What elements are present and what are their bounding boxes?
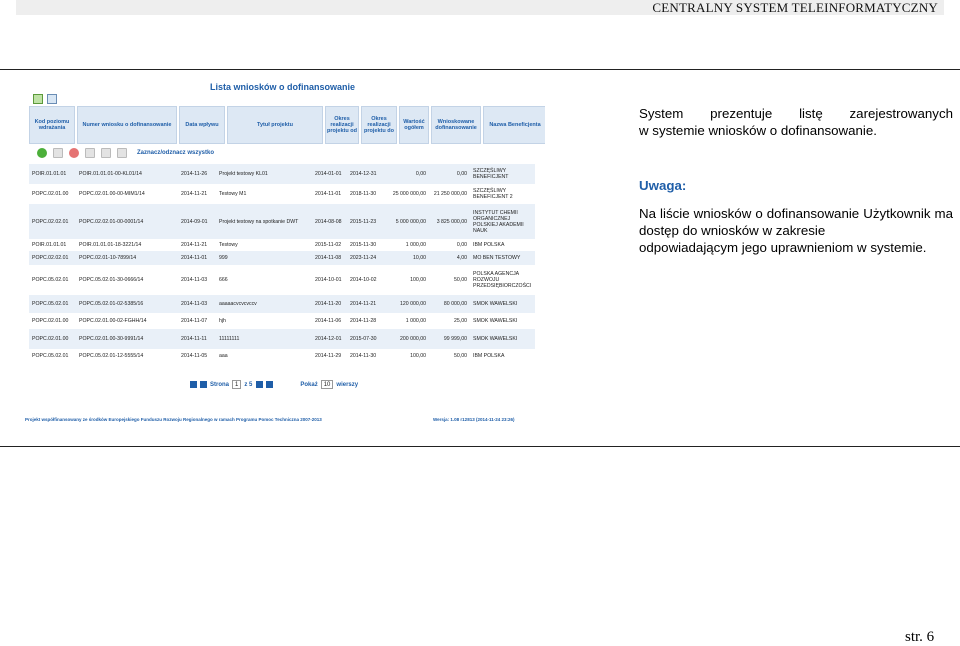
table-row[interactable] [29, 313, 535, 329]
table-cell: SZCZĘŚLIWY BENEFICJENT 2 [473, 188, 513, 200]
table-cell: 2014-11-06 [315, 318, 342, 324]
page-select[interactable]: 1 [232, 380, 241, 389]
table-cell: 2014-11-28 [350, 318, 377, 324]
export-icon[interactable] [117, 148, 127, 158]
table-cell: Testowy M1 [219, 191, 247, 197]
column-header[interactable]: Okres realizacji projektu do [361, 106, 397, 144]
table-cell: 2014-12-31 [350, 171, 377, 177]
table-row[interactable] [29, 349, 535, 363]
table-cell: POPC.02.02.01-00-0001/14 [79, 218, 144, 225]
warning-text: Na liście wniosków o dofinansowanie Użytkownik ma dostęp do wniosków w zakresie [639, 206, 953, 238]
table-cell: Testowy [219, 242, 238, 248]
table-cell: 2014-11-29 [315, 353, 342, 359]
column-header[interactable]: Numer wniosku o dofinansowanie [77, 106, 177, 144]
table-row[interactable] [29, 184, 535, 204]
column-header[interactable]: Tytuł projektu [227, 106, 323, 144]
table-cell: 5 000 000,00 [395, 218, 426, 225]
table-cell: 2014-11-11 [181, 336, 207, 342]
table-cell: 2014-10-01 [315, 277, 342, 283]
table-cell: 50,00 [454, 277, 467, 283]
edit-icon[interactable] [53, 148, 63, 158]
page-number: str. 6 [905, 629, 935, 645]
intro-line: w systemie wniosków o dofinansowanie. [639, 123, 877, 138]
table-cell: 999 [219, 255, 228, 261]
table-cell: 2015-11-23 [350, 218, 377, 225]
delete-icon[interactable] [69, 148, 79, 158]
table-cell: 666 [219, 277, 228, 283]
table-cell: POIR.01.01.01 [32, 242, 67, 248]
table-cell: 2014-01-01 [315, 171, 342, 177]
table-cell: POPC.02.01.00-00-MIM1/14 [79, 191, 145, 197]
table-cell: 2014-11-01 [315, 191, 342, 197]
table-cell: 2014-11-08 [315, 255, 342, 261]
table-cell: IBM POLSKA [473, 242, 505, 248]
table-cell: 11111111 [219, 336, 240, 342]
add-icon[interactable] [37, 148, 47, 158]
table-cell: 200 000,00 [400, 336, 426, 342]
warning-text-last: odpowiadającym jego uprawnieniom w systemie. [639, 240, 927, 255]
table-cell: POPC.02.01.00 [32, 336, 69, 342]
table-cell: 2014-11-30 [350, 353, 377, 359]
table-cell: POIR.01.01.01-00-KL01/14 [79, 171, 142, 177]
table-cell: 1 000,00 [405, 242, 426, 248]
table-cell: 0,00 [456, 242, 467, 248]
table-cell: 21 250 000,00 [433, 191, 467, 197]
table-cell: POPC.02.01-10-7899/14 [79, 255, 137, 261]
table-cell: POPC.05.02.01-30-0666/14 [79, 277, 144, 283]
table-cell: POLSKA AGENCJA ROZWOJU PRZEDSIĘBIORCZOŚCI [473, 271, 532, 289]
table-row[interactable] [29, 204, 535, 239]
funding-note: Projekt współfinansowany ze środków Europejskiego Funduszu Rozwoju Regionalnego w ramach Programu Pomoc Techniczna 2007-2013 [25, 417, 322, 422]
table-cell: 2014-11-21 [181, 191, 208, 197]
table-row[interactable] [29, 265, 535, 295]
table-cell: 2015-11-30 [350, 242, 377, 248]
table-cell: POPC.02.02.01 [32, 218, 69, 225]
table-cell: POPC.02.01.00-30-9991/14 [79, 336, 144, 342]
table-cell: 2014-10-02 [350, 277, 377, 283]
application-screenshot [15, 74, 545, 430]
table-cell: 0,00 [456, 171, 467, 177]
table-cell: 2014-11-07 [181, 318, 208, 324]
table-cell: 2014-11-21 [350, 301, 377, 307]
header-rule [0, 69, 960, 70]
footer-rule [0, 446, 960, 447]
table-cell: 2014-11-03 [181, 301, 208, 307]
table-cell: 120 000,00 [400, 301, 426, 307]
select-all-link[interactable]: Zaznacz/odznacz wszystko [137, 150, 215, 156]
action-toolbar [37, 147, 214, 159]
table-cell: POPC.05.02.01 [32, 301, 69, 307]
intro-paragraph [639, 105, 953, 139]
table-cell: SZCZĘŚLIWY BENEFICJENT [473, 168, 509, 180]
columns-icon[interactable] [47, 94, 57, 104]
document-header: CENTRALNY SYSTEM TELEINFORMATYCZNY [16, 0, 944, 15]
table-cell: 99 999,00 [443, 336, 467, 342]
last-page-icon[interactable] [266, 381, 273, 388]
page-label: Strona [210, 381, 230, 388]
table-cell: POPC.02.02.01 [32, 255, 69, 261]
table-cell: 2014-11-26 [181, 171, 208, 177]
table-row[interactable] [29, 239, 535, 251]
table-cell: 2014-11-05 [181, 353, 208, 359]
table-cell: POIR.01.01.01-18-3221/14 [79, 242, 142, 248]
column-header[interactable]: Kod poziomu wdrażania [29, 106, 75, 144]
table-cell: POPC.02.01.00 [32, 318, 69, 324]
app-footer [25, 417, 545, 422]
table-cell: 2014-12-01 [315, 336, 342, 342]
version-info: Wersja: 1.08 r12813 (2014-11-24 23:26) [433, 417, 515, 422]
table-cell: MO BEN TESTOWY [473, 255, 521, 261]
table-cell: POPC.05.02.01 [32, 277, 69, 283]
table-cell: 2014-08-08 [315, 218, 342, 225]
show-label: Pokaż [300, 381, 318, 388]
table-cell: 2014-11-03 [181, 277, 208, 283]
table-cell: SMOK WAWELSKI [473, 336, 518, 342]
table-row[interactable] [29, 164, 535, 184]
table-cell: Projekt testowy na spotkanie DWT [219, 218, 299, 225]
table-cell: Projekt testowy KL01 [219, 171, 268, 177]
table-cell: hjh [219, 318, 226, 324]
table-cell: 80 000,00 [443, 301, 467, 307]
table-cell: 2014-11-01 [181, 255, 208, 261]
rows-per-page-select[interactable]: 10 [321, 380, 334, 389]
table-cell: 2014-11-20 [315, 301, 342, 307]
table-cell: 10,00 [413, 255, 426, 261]
table-cell: 2014-11-21 [181, 242, 208, 248]
rows-label: wierszy [336, 381, 359, 388]
column-header[interactable]: Nazwa Beneficjenta [483, 106, 545, 144]
table-row[interactable] [29, 295, 535, 313]
table-cell: POPC.02.01.00-02-FGHH/14 [79, 318, 147, 324]
table-cell: aaa [219, 353, 228, 359]
table-row[interactable] [29, 251, 535, 265]
table-cell: 25,00 [454, 318, 467, 324]
table-cell: 2015-11-02 [315, 242, 342, 248]
table-cell: 4,00 [456, 255, 467, 261]
table-cell: INSTYTUT CHEMII ORGANICZNEJ POLSKIEJ AKADEMII NAUK [473, 209, 524, 234]
table-cell: POPC.05.02.01 [32, 353, 69, 359]
table-cell: POPC.05.02.01-02-5385/16 [79, 301, 144, 307]
preview-icon[interactable] [85, 148, 95, 158]
table-cell: IBM POLSKA [473, 353, 505, 359]
table-cell: 50,00 [454, 353, 467, 359]
table-cell: 2015-07-30 [350, 336, 377, 342]
column-header[interactable]: Okres realizacji projektu od [325, 106, 359, 144]
table-cell: 25 000 000,00 [392, 191, 426, 197]
table-cell: POPC.02.01.00 [32, 191, 69, 197]
table-cell: 1 000,00 [405, 318, 426, 324]
page-count: z 5 [244, 381, 253, 388]
table-cell: POIR.01.01.01 [32, 171, 67, 177]
warning-body [639, 205, 953, 256]
list-title: Lista wniosków o dofinansowanie [210, 82, 356, 92]
first-page-icon[interactable] [190, 381, 197, 388]
table-cell: 0,00 [415, 171, 426, 177]
table-cell: 2018-11-30 [350, 191, 377, 197]
prev-page-icon[interactable] [200, 381, 207, 388]
column-header[interactable]: Wartość ogółem [399, 106, 429, 144]
table-cell: aaaaacvcvcvccv [219, 301, 257, 307]
table-row[interactable] [29, 329, 535, 349]
column-header[interactable]: Wnioskowane dofinansowanie [431, 106, 481, 144]
intro-line: System prezentuje listę zarejestrowanych [639, 106, 953, 121]
table-cell: 100,00 [410, 277, 426, 283]
print-icon[interactable] [101, 148, 111, 158]
table-cell: SMOK WAWELSKI [473, 301, 518, 307]
table-cell: 3 825 000,00 [436, 218, 467, 225]
next-page-icon[interactable] [256, 381, 263, 388]
table-cell: POPC.05.02.01-12-5555/14 [79, 353, 144, 359]
pagination [190, 380, 358, 389]
table-cell: 2023-11-24 [350, 255, 377, 261]
table-cell: 2014-09-01 [181, 218, 208, 225]
column-header[interactable]: Data wpływu [179, 106, 225, 144]
warning-title: Uwaga: [639, 178, 687, 193]
filter-icon[interactable] [33, 94, 43, 104]
table-cell: 100,00 [410, 353, 426, 359]
table-cell: SMOK WAWELSKI [473, 318, 518, 324]
